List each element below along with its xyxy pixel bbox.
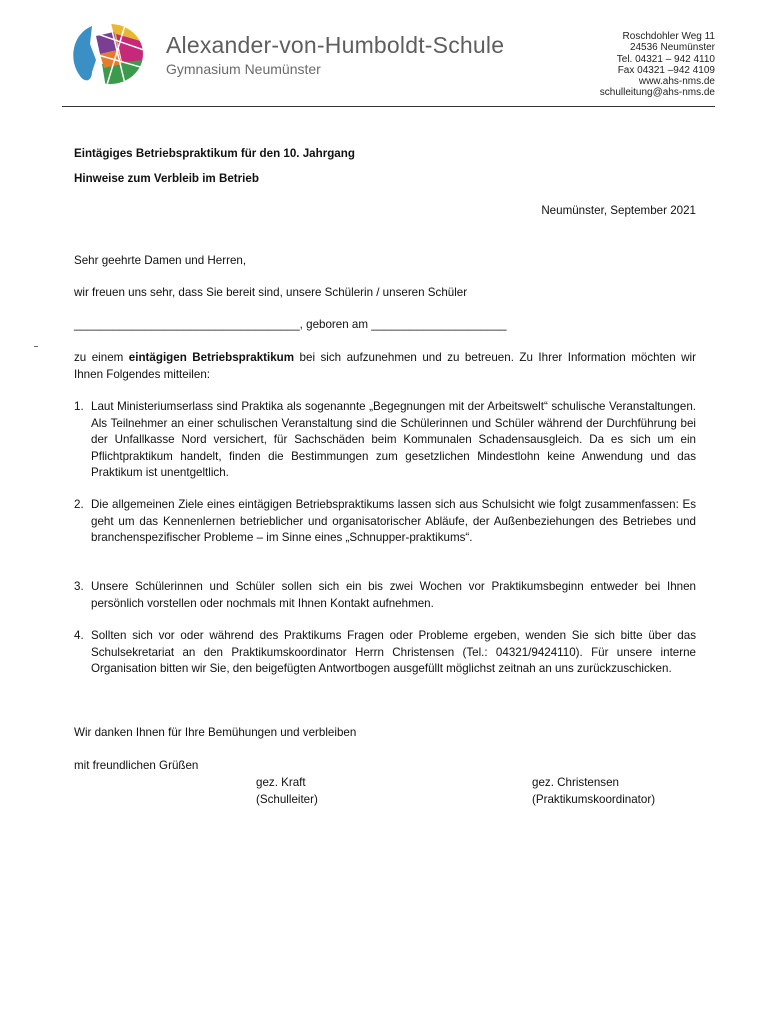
salutation: Sehr geehrte Damen und Herren,	[74, 254, 247, 267]
intro-paragraph	[74, 350, 696, 383]
list-item	[74, 497, 696, 547]
address-phone: Tel. 04321 – 942 4110	[616, 53, 715, 65]
list-item-number: 2.	[74, 498, 84, 511]
address-email: schulleitung@ahs-nms.de	[599, 87, 715, 99]
address-city: 24536 Neumünster	[629, 42, 715, 54]
thanks-text: Wir danken Ihnen für Ihre Bemühungen und verbleiben	[74, 726, 357, 739]
header-divider	[62, 106, 715, 107]
list-item-text: Laut Ministeriumserlass sind Praktika als sogenannte „Begegnungen mit der Arbeitswelt“ schulische Veranstaltungen. Als Teilnehmer an einer schulischen Veranstaltung sind die Schülerinnen und Schüler während der Durchführung bei der Unfallkasse Nord versichert, für Sachschäden beim Kommunalen Schadensausgleich. Da es sich um ein Pflichtpraktikum handelt, finden die Bestimmungen zum gesetzlichen Mindestlohn keine Anwendung und das Praktikum ist unentgeltlich.	[91, 400, 696, 480]
list-item-number: 4.	[74, 629, 84, 642]
list-item-number: 1.	[74, 400, 84, 413]
school-logo-icon	[66, 20, 148, 88]
signature-coordinator	[532, 775, 655, 808]
school-address	[600, 31, 715, 99]
list-item-text: Die allgemeinen Ziele eines eintägigen Betriebspraktikums lassen sich aus Schulsicht wie folgt zusammenfassen: Es geht um das Kennenlernen betrieblicher und organisatorischer Abläufe, der Außenbeziehungen des Betriebes und branchenspezifischer Probleme – im Sinne eines „Schnupper-praktikums“.	[91, 498, 696, 545]
address-street: Roschdohler Weg 11	[622, 31, 715, 42]
school-subtitle: Gymnasium Neumünster	[166, 61, 321, 77]
list-item	[74, 579, 696, 612]
list-item-text: Sollten sich vor oder während des Praktikums Fragen oder Probleme ergeben, wenden Sie sich bitte über das Schulsekretariat an den Praktikumskoordinator Herrn Christensen (Tel.: 04321/9424110). Für unsere interne Organisation bitten wir Sie, den beigefügten Antwortbogen ausgefüllt möglichst zeitnah an uns zurückzuschicken.	[91, 629, 696, 676]
list-item	[74, 628, 696, 678]
school-name: Alexander-von-Humboldt-Schule	[166, 32, 505, 58]
para-bold: eintägigen Betriebspraktikum	[128, 351, 295, 364]
list-item-number: 3.	[74, 580, 84, 593]
signature-name: gez. Christensen	[532, 776, 619, 789]
para-suffix: bei sich aufzunehmen und zu betreuen. Zu Ihrer Information möchten wir Ihnen Folgendes mitteilen:	[74, 351, 696, 381]
list-item	[74, 399, 696, 482]
list-item-text: Unsere Schülerinnen und Schüler sollen sich ein bis zwei Wochen vor Praktikumsbeginn entweder bei Ihnen persönlich vorstellen oder nochmals mit Ihnen Kontakt aufnehmen.	[91, 580, 696, 610]
letter-date: Neumünster, September 2021	[541, 204, 696, 217]
para-prefix: zu einem	[74, 351, 129, 364]
student-name-line: ___________________________________, geboren am _____________________	[74, 318, 507, 331]
signature-principal	[256, 775, 318, 808]
fold-mark	[34, 346, 38, 347]
closing-text: mit freundlichen Grüßen	[74, 759, 199, 772]
signature-role: (Praktikumskoordinator)	[532, 792, 656, 806]
letter-title: Eintägiges Betriebspraktikum für den 10. Jahrgang	[74, 147, 355, 160]
address-website: www.ahs-nms.de	[638, 76, 715, 88]
signature-role: (Schulleiter)	[256, 792, 318, 806]
address-fax: Fax 04321 –942 4109	[617, 64, 715, 76]
letter-subtitle: Hinweise zum Verbleib im Betrieb	[74, 172, 259, 185]
signature-name: gez. Kraft	[256, 776, 306, 789]
intro-text: wir freuen uns sehr, dass Sie bereit sind, unsere Schülerin / unseren Schüler	[74, 286, 468, 299]
